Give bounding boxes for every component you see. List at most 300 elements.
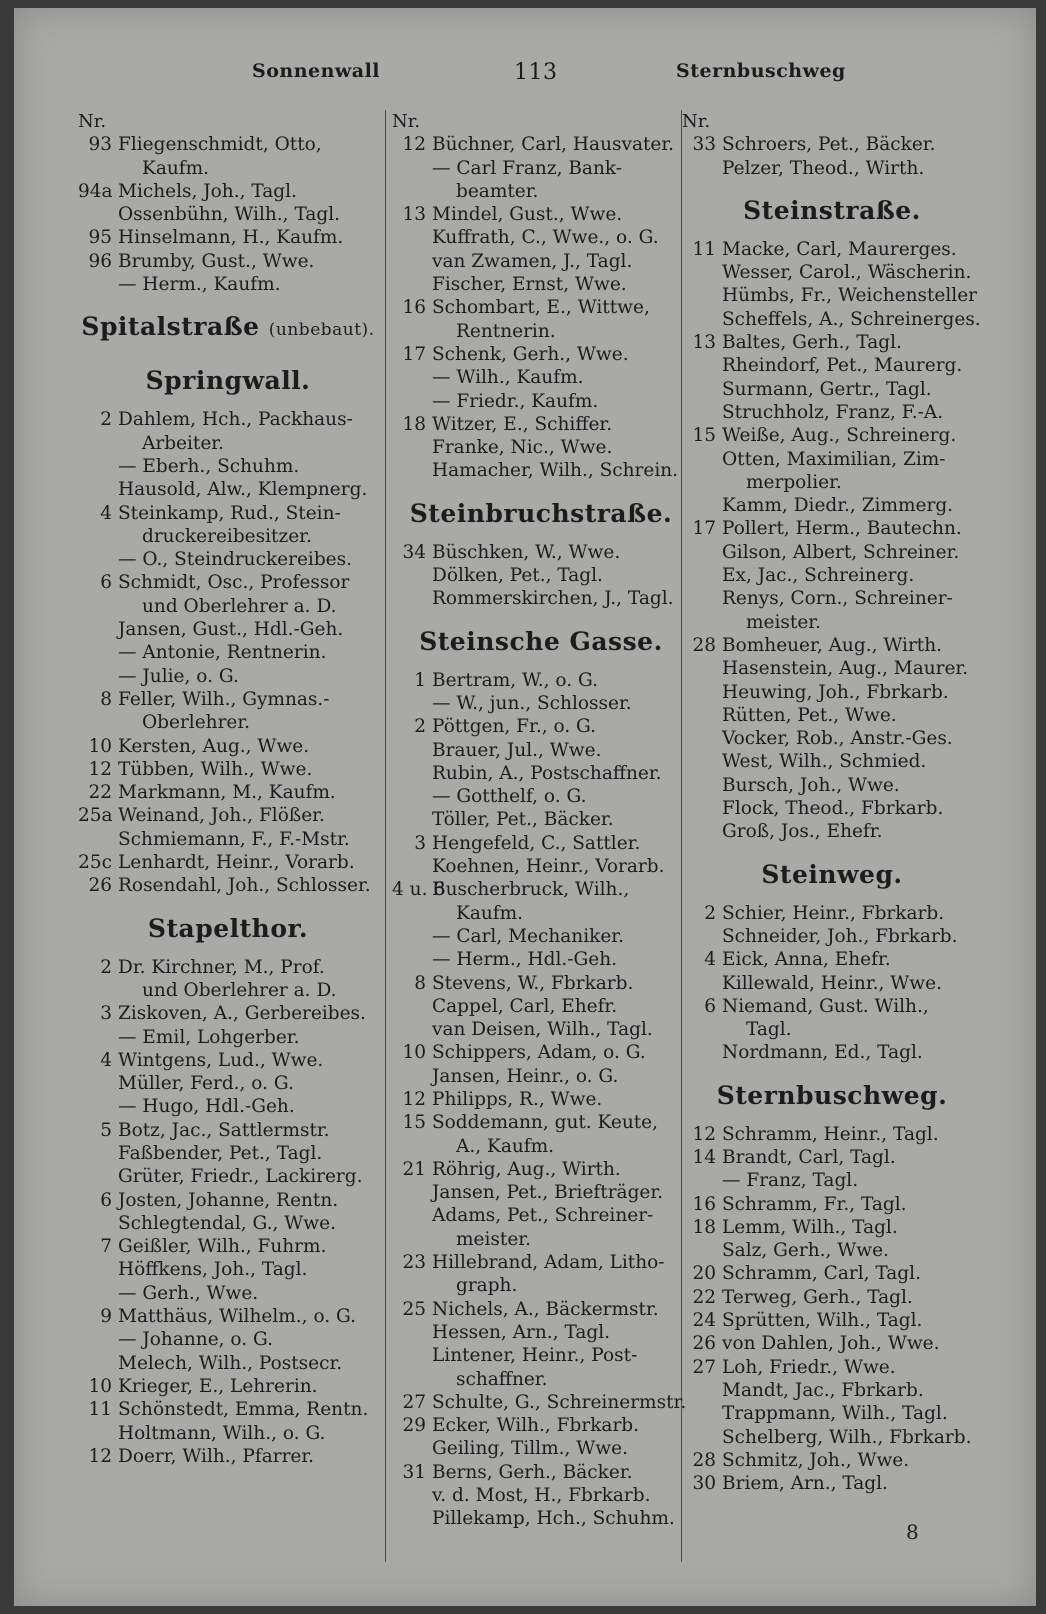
street-name: Steinsche Gasse. — [419, 626, 663, 656]
resident-text: Holtmann, Wilh., o. G. — [118, 1422, 326, 1444]
directory-entry — [682, 1123, 982, 1146]
directory-entry — [78, 874, 378, 897]
house-number: 17 — [692, 518, 716, 540]
entry-continuation: und Oberlehrer a. D. — [142, 979, 337, 1001]
resident-text: Vocker, Rob., Anstr.-Ges. — [722, 728, 953, 750]
directory-entry — [78, 1142, 378, 1165]
directory-entry — [682, 1379, 982, 1402]
resident-text: Weinand, Joh., Flößer. — [118, 805, 325, 827]
resident-text: Dr. Kirchner, M., Prof. — [118, 956, 325, 978]
resident-text: — Emil, Lohgerber. — [118, 1026, 300, 1048]
resident-text: Tübben, Wilh., Wwe. — [118, 758, 313, 780]
directory-entry — [682, 157, 982, 180]
directory-entry — [392, 1461, 690, 1484]
house-number: 11 — [88, 1399, 112, 1421]
directory-entry — [392, 250, 690, 273]
directory-entry — [78, 408, 378, 431]
directory-entry — [392, 1041, 690, 1064]
entry-continuation: beamter. — [456, 180, 539, 202]
house-number: 2 — [100, 409, 112, 431]
resident-text: — Carl, Mechaniker. — [432, 925, 624, 947]
directory-entry — [682, 611, 982, 634]
number-column-header — [682, 110, 982, 133]
directory-entry — [682, 448, 982, 471]
directory-entry — [392, 1321, 690, 1344]
resident-text: Kamm, Diedr., Zimmerg. — [722, 495, 954, 517]
house-number: 26 — [88, 875, 112, 897]
house-number: 28 — [692, 634, 716, 656]
directory-entry — [682, 471, 982, 494]
column-3 — [682, 110, 982, 1495]
resident-text: Hillebrand, Adam, Litho- — [432, 1252, 665, 1274]
resident-text: — Carl Franz, Bank- — [432, 157, 623, 179]
resident-text: Killewald, Heinr., Wwe. — [722, 972, 942, 994]
street-name: Steinstraße. — [743, 195, 921, 225]
resident-text: Adams, Pet., Schreiner- — [432, 1205, 654, 1227]
resident-text: Höffkens, Joh., Tagl. — [118, 1259, 308, 1281]
number-column-header — [78, 110, 378, 133]
directory-entry — [78, 502, 378, 525]
house-number: 4 — [100, 502, 112, 524]
directory-entry — [392, 1274, 690, 1297]
directory-entry — [682, 1332, 982, 1355]
resident-text: Schramm, Carl, Tagl. — [722, 1263, 921, 1285]
directory-entry — [78, 1258, 378, 1281]
house-number: 94a — [78, 180, 113, 202]
house-number: 8 — [100, 688, 112, 710]
resident-text: Kersten, Aug., Wwe. — [118, 735, 310, 757]
house-number: 12 — [88, 758, 112, 780]
resident-text: Fliegenschmidt, Otto, — [118, 134, 322, 156]
house-number: 24 — [692, 1310, 716, 1332]
house-number: 12 — [402, 134, 426, 156]
directory-entry — [392, 692, 690, 715]
resident-text: Jansen, Pet., Briefträger. — [432, 1182, 664, 1204]
directory-entry — [682, 284, 982, 307]
directory-entry — [78, 1026, 378, 1049]
house-number: 9 — [100, 1306, 112, 1328]
directory-entry — [78, 688, 378, 711]
resident-text: Schönstedt, Emma, Rentn. — [118, 1399, 369, 1421]
directory-entry — [682, 354, 982, 377]
directory-entry — [78, 1095, 378, 1118]
directory-entry — [392, 390, 690, 413]
house-number: 8 — [414, 972, 426, 994]
resident-text: — W., jun., Schlosser. — [432, 692, 632, 714]
resident-text: — Franz, Tagl. — [722, 1170, 859, 1192]
resident-text: Rosendahl, Joh., Schlosser. — [118, 875, 371, 897]
column-2 — [392, 110, 690, 1531]
resident-text: Ossenbühn, Wilh., Tagl. — [118, 204, 341, 226]
resident-text: Koehnen, Heinr., Vorarb. — [432, 856, 665, 878]
resident-text: Doerr, Wilh., Pfarrer. — [118, 1445, 315, 1467]
resident-text: Töller, Pet., Bäcker. — [432, 809, 614, 831]
resident-text: Weiße, Aug., Schreinerg. — [722, 425, 957, 447]
directory-entry — [392, 180, 690, 203]
resident-text: Dahlem, Hch., Packhaus- — [118, 409, 353, 431]
resident-text: Lintener, Heinr., Post- — [432, 1345, 638, 1367]
resident-text: Hamacher, Wilh., Schrein. — [432, 460, 679, 482]
resident-text: Pöttgen, Fr., o. G. — [432, 716, 597, 738]
resident-text: Jansen, Gust., Hdl.-Geh. — [118, 619, 344, 641]
house-number: 5 — [100, 1119, 112, 1141]
directory-entry — [78, 641, 378, 664]
house-number: 25 — [402, 1298, 426, 1320]
resident-text: Hasenstein, Aug., Maurer. — [722, 658, 969, 680]
house-number: 95 — [88, 227, 112, 249]
directory-entry — [392, 1018, 690, 1041]
page-number: 113 — [514, 60, 558, 85]
directory-entry — [78, 273, 378, 296]
house-number: 27 — [692, 1356, 716, 1378]
house-number: 6 — [100, 572, 112, 594]
house-number: 4 — [100, 1049, 112, 1071]
resident-text: Rubin, A., Postschaffner. — [432, 762, 662, 784]
directory-entry — [78, 1352, 378, 1375]
directory-entry — [78, 1002, 378, 1025]
street-heading — [392, 619, 690, 665]
directory-entry — [682, 750, 982, 773]
resident-text: van Deisen, Wilh., Tagl. — [432, 1019, 653, 1041]
resident-text: Schlegtendal, G., Wwe. — [118, 1212, 336, 1234]
house-number: 13 — [402, 204, 426, 226]
resident-text: Scheffels, A., Schreinerges. — [722, 308, 981, 330]
house-number: 4 u. 6 — [392, 879, 446, 901]
resident-text: Kuffrath, C., Wwe., o. G. — [432, 227, 659, 249]
resident-text: — Hugo, Hdl.-Geh. — [118, 1096, 295, 1118]
directory-entry — [392, 273, 690, 296]
house-number: 10 — [88, 1375, 112, 1397]
resident-text: Bomheuer, Aug., Wirth. — [722, 634, 943, 656]
directory-entry — [392, 808, 690, 831]
resident-text: Schmidt, Osc., Professor — [118, 572, 350, 594]
house-number: 16 — [402, 297, 426, 319]
resident-text: Macke, Carl, Maurerges. — [722, 238, 957, 260]
resident-text: Trappmann, Wilh., Tagl. — [722, 1403, 948, 1425]
directory-entry — [682, 1239, 982, 1262]
directory-entry — [682, 587, 982, 610]
resident-text: Geißler, Wilh., Fuhrm. — [118, 1236, 327, 1258]
directory-entry — [78, 1282, 378, 1305]
resident-text: Michels, Joh., Tagl. — [118, 180, 297, 202]
entry-continuation: graph. — [456, 1275, 518, 1297]
directory-entry — [78, 133, 378, 156]
house-number: 15 — [692, 425, 716, 447]
street-heading — [78, 906, 378, 952]
resident-text: Fischer, Ernst, Wwe. — [432, 274, 627, 296]
resident-text: Rommerskirchen, J., Tagl. — [432, 588, 674, 610]
directory-entry — [78, 804, 378, 827]
resident-text: — Eberh., Schuhm. — [118, 455, 300, 477]
resident-text: Franke, Nic., Wwe. — [432, 437, 613, 459]
directory-entry — [78, 851, 378, 874]
directory-entry — [78, 828, 378, 851]
directory-entry — [392, 878, 690, 901]
resident-text: Struchholz, Franz, F.-A. — [722, 401, 944, 423]
directory-entry — [392, 343, 690, 366]
resident-text: — Antonie, Rentnerin. — [118, 642, 327, 664]
number-header-label: Nr. — [392, 111, 421, 132]
directory-entry — [392, 541, 690, 564]
house-number: 3 — [100, 1003, 112, 1025]
resident-text: Terweg, Gerh., Tagl. — [722, 1286, 913, 1308]
directory-entry — [78, 1235, 378, 1258]
resident-text: Matthäus, Wilhelm., o. G. — [118, 1306, 357, 1328]
directory-entry — [682, 401, 982, 424]
resident-text: Schramm, Heinr., Tagl. — [722, 1123, 939, 1145]
house-number: 7 — [100, 1236, 112, 1258]
house-number: 17 — [402, 343, 426, 365]
entry-continuation: und Oberlehrer a. D. — [142, 595, 337, 617]
resident-text: Briem, Arn., Tagl. — [722, 1473, 888, 1495]
resident-text: Loh, Friedr., Wwe. — [722, 1356, 896, 1378]
directory-entry — [392, 1158, 690, 1181]
street-name: Spitalstraße — [81, 312, 260, 342]
street-name: Sternbuschweg. — [716, 1080, 948, 1110]
resident-text: — O., Steindruckereibes. — [118, 549, 352, 571]
house-number: 28 — [692, 1449, 716, 1471]
directory-entry — [78, 781, 378, 804]
directory-entry — [392, 157, 690, 180]
street-heading — [682, 852, 982, 898]
house-number: 6 — [704, 995, 716, 1017]
resident-text: — Herm., Kaufm. — [118, 274, 281, 296]
directory-entry — [392, 1437, 690, 1460]
directory-entry — [78, 956, 378, 979]
resident-text: Krieger, E., Lehrerin. — [118, 1375, 318, 1397]
directory-entry — [682, 797, 982, 820]
directory-entry — [392, 1228, 690, 1251]
resident-text: — Gerh., Wwe. — [118, 1282, 259, 1304]
resident-text: van Zwamen, J., Tagl. — [432, 250, 633, 272]
directory-entry — [682, 681, 982, 704]
directory-entry — [78, 1328, 378, 1351]
resident-text: Wesser, Carol., Wäscherin. — [722, 262, 972, 284]
directory-entry — [78, 595, 378, 618]
directory-entry — [392, 762, 690, 785]
directory-entry — [682, 820, 982, 843]
house-number: 31 — [402, 1461, 426, 1483]
directory-entry — [392, 1088, 690, 1111]
directory-entry — [392, 226, 690, 249]
directory-entry — [392, 1111, 690, 1134]
house-number: 22 — [692, 1286, 716, 1308]
resident-text: Dölken, Pet., Tagl. — [432, 565, 603, 587]
resident-text: Baltes, Gerh., Tagl. — [722, 332, 902, 354]
directory-entry — [392, 587, 690, 610]
directory-entry — [78, 203, 378, 226]
directory-entry — [392, 1181, 690, 1204]
resident-text: Schippers, Adam, o. G. — [432, 1042, 646, 1064]
entry-continuation: Kaufm. — [456, 902, 524, 924]
resident-text: von Dahlen, Joh., Wwe. — [722, 1333, 940, 1355]
resident-text: — Herm., Hdl.-Geh. — [432, 949, 618, 971]
resident-text: Mindel, Gust., Wwe. — [432, 204, 623, 226]
resident-text: Faßbender, Pet., Tagl. — [118, 1142, 323, 1164]
entry-continuation: merpolier. — [746, 471, 842, 493]
resident-text: — Gotthelf, o. G. — [432, 786, 587, 808]
house-number: 12 — [88, 1445, 112, 1467]
directory-entry — [682, 727, 982, 750]
number-header-label: Nr. — [78, 111, 107, 132]
directory-entry — [78, 1165, 378, 1188]
page-header — [14, 60, 1036, 96]
house-number: 22 — [88, 782, 112, 804]
house-number: 25a — [78, 805, 113, 827]
house-number: 30 — [692, 1473, 716, 1495]
resident-text: — Johanne, o. G. — [118, 1329, 273, 1351]
resident-text: Schmiemann, F., F.-Mstr. — [118, 828, 350, 850]
directory-entry — [682, 1146, 982, 1169]
directory-entry — [682, 657, 982, 680]
directory-entry — [682, 925, 982, 948]
resident-text: Pelzer, Theod., Wirth. — [722, 157, 925, 179]
column-1 — [78, 110, 378, 1468]
house-number: 10 — [402, 1042, 426, 1064]
directory-entry — [78, 432, 378, 455]
resident-text: — Friedr., Kaufm. — [432, 390, 599, 412]
house-number: 2 — [704, 902, 716, 924]
directory-entry — [392, 1298, 690, 1321]
resident-text: Rütten, Pet., Wwe. — [722, 704, 897, 726]
house-number: 26 — [692, 1333, 716, 1355]
street-name: Stapelthor. — [147, 913, 309, 943]
directory-entry — [78, 1212, 378, 1235]
number-column-header — [392, 110, 690, 133]
directory-page — [14, 8, 1036, 1606]
house-number: 96 — [88, 250, 112, 272]
resident-text: Lenhardt, Heinr., Vorarb. — [118, 852, 355, 874]
street-heading — [78, 304, 378, 350]
directory-entry — [392, 1344, 690, 1367]
entry-continuation: A., Kaufm. — [456, 1135, 555, 1157]
directory-entry — [392, 203, 690, 226]
resident-text: Renys, Corn., Schreiner- — [722, 588, 953, 610]
directory-entry — [78, 1119, 378, 1142]
house-number: 34 — [402, 541, 426, 563]
directory-entry — [682, 424, 982, 447]
house-number: 18 — [692, 1216, 716, 1238]
header-left-street: Sonnenwall — [252, 60, 381, 82]
directory-entry — [392, 739, 690, 762]
directory-entry — [78, 1305, 378, 1328]
house-number: 93 — [88, 134, 112, 156]
house-number: 2 — [414, 716, 426, 738]
directory-entry — [682, 494, 982, 517]
directory-entry — [78, 455, 378, 478]
resident-text: Mandt, Jac., Fbrkarb. — [722, 1379, 924, 1401]
house-number: 29 — [402, 1415, 426, 1437]
entry-continuation: meister. — [746, 611, 821, 633]
resident-text: Nordmann, Ed., Tagl. — [722, 1042, 923, 1064]
resident-text: Surmann, Gertr., Tagl. — [722, 378, 932, 400]
directory-entry — [682, 1216, 982, 1239]
directory-entry — [392, 715, 690, 738]
resident-text: Jansen, Heinr., o. G. — [432, 1065, 619, 1087]
resident-text: Schelberg, Wilh., Fbrkarb. — [722, 1426, 972, 1448]
house-number: 6 — [100, 1189, 112, 1211]
directory-entry — [78, 1072, 378, 1095]
directory-entry — [78, 1375, 378, 1398]
resident-text: Heuwing, Joh., Fbrkarb. — [722, 681, 949, 703]
street-heading — [392, 491, 690, 537]
resident-text: Pillekamp, Hch., Schuhm. — [432, 1508, 675, 1530]
entry-continuation: Tagl. — [746, 1019, 792, 1041]
house-number: 12 — [692, 1123, 716, 1145]
directory-entry — [682, 541, 982, 564]
directory-entry — [78, 1445, 378, 1468]
resident-text: Rheindorf, Pet., Maurerg. — [722, 355, 963, 377]
resident-text: Philipps, R., Wwe. — [432, 1088, 603, 1110]
resident-text: Soddemann, gut. Keute, — [432, 1112, 659, 1134]
resident-text: Geiling, Tillm., Wwe. — [432, 1438, 628, 1460]
directory-entry — [682, 308, 982, 331]
resident-text: Hengefeld, C., Sattler. — [432, 832, 641, 854]
resident-text: Schier, Heinr., Fbrkarb. — [722, 902, 945, 924]
resident-text: Ecker, Wilh., Fbrkarb. — [432, 1415, 640, 1437]
resident-text: Steinkamp, Rud., Stein- — [118, 502, 341, 524]
resident-text: Nichels, A., Bäckermstr. — [432, 1298, 659, 1320]
directory-entry — [78, 1049, 378, 1072]
directory-entry — [78, 226, 378, 249]
house-number: 23 — [402, 1252, 426, 1274]
house-number: 15 — [402, 1112, 426, 1134]
directory-entry — [682, 1449, 982, 1472]
entry-continuation: schaffner. — [456, 1368, 548, 1390]
resident-text: Feller, Wilh., Gymnas.- — [118, 688, 330, 710]
entry-continuation: Rentnerin. — [456, 320, 556, 342]
resident-text: Stevens, W., Fbrkarb. — [432, 972, 634, 994]
resident-text: Josten, Johanne, Rentn. — [118, 1189, 339, 1211]
street-name: Springwall. — [145, 366, 311, 396]
street-name: Steinbruchstraße. — [409, 498, 673, 528]
resident-text: Gilson, Albert, Schreiner. — [722, 541, 960, 563]
street-heading — [682, 1073, 982, 1119]
directory-entry — [392, 995, 690, 1018]
directory-entry — [392, 564, 690, 587]
directory-entry — [78, 525, 378, 548]
directory-entry — [78, 618, 378, 641]
house-number: 13 — [692, 332, 716, 354]
resident-text: Buscherbruck, Wilh., — [432, 879, 630, 901]
directory-entry — [78, 758, 378, 781]
resident-text: Cappel, Carl, Ehefr. — [432, 995, 618, 1017]
resident-text: Wintgens, Lud., Wwe. — [118, 1049, 324, 1071]
directory-entry — [392, 855, 690, 878]
directory-entry — [392, 669, 690, 692]
directory-entry — [682, 261, 982, 284]
resident-text: — Wilh., Kaufm. — [432, 367, 584, 389]
house-number: 20 — [692, 1263, 716, 1285]
directory-entry — [392, 925, 690, 948]
directory-entry — [682, 1169, 982, 1192]
resident-text: Hümbs, Fr., Weichensteller — [722, 285, 977, 307]
entry-continuation: druckereibesitzer. — [142, 525, 312, 547]
directory-entry — [392, 436, 690, 459]
directory-entry — [682, 1041, 982, 1064]
directory-entry — [392, 972, 690, 995]
directory-entry — [78, 735, 378, 758]
directory-entry — [392, 1391, 690, 1414]
house-number: 21 — [402, 1158, 426, 1180]
header-right-street: Sternbuschweg — [676, 60, 846, 82]
directory-entry — [682, 1286, 982, 1309]
resident-text: Berns, Gerh., Bäcker. — [432, 1461, 633, 1483]
house-number: 1 — [414, 669, 426, 691]
resident-text: Ex, Jac., Schreinerg. — [722, 565, 915, 587]
resident-text: Brumby, Gust., Wwe. — [118, 250, 315, 272]
directory-entry — [682, 948, 982, 971]
